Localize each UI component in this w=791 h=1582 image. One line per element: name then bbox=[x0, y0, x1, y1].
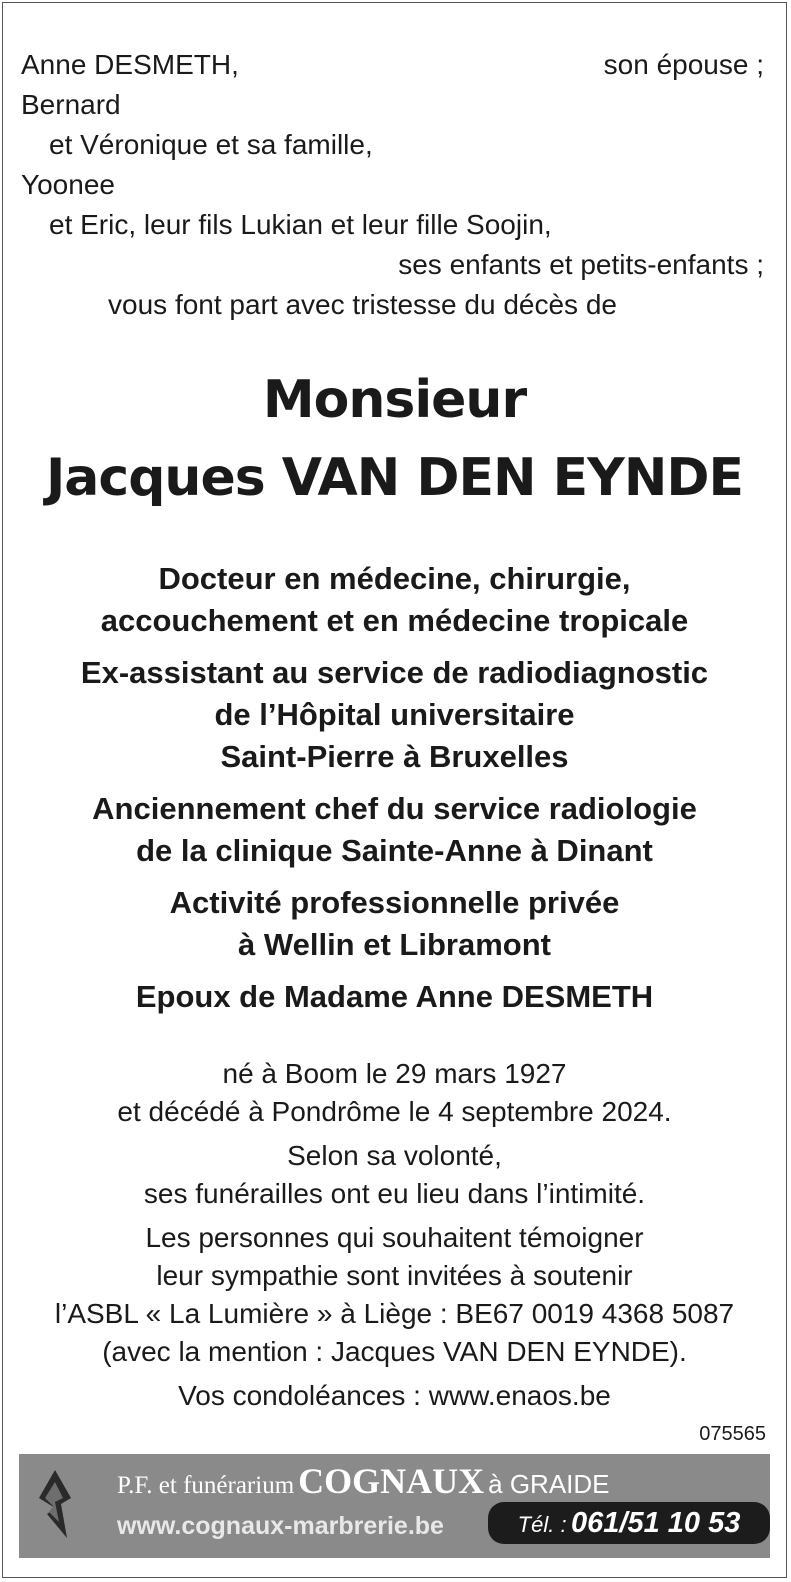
child2-detail: et Eric, leur fils Lukian et leur fille Soojin, bbox=[49, 209, 552, 240]
title-line: de la clinique Sainte-Anne à Dinant bbox=[136, 833, 653, 868]
detail-line: né à Boom le 29 mars 1927 bbox=[222, 1058, 567, 1089]
children-role: ses enfants et petits-enfants ; bbox=[398, 249, 764, 280]
title-group-spouse bbox=[3, 976, 786, 1018]
child1-detail: et Véronique et sa famille, bbox=[49, 129, 373, 160]
title-group-medicine bbox=[3, 558, 786, 642]
detail-line: leur sympathie sont invitées à soutenir bbox=[156, 1260, 633, 1291]
condolences-line: Vos condoléances : www.enaos.be bbox=[178, 1380, 611, 1411]
funeral-home-name bbox=[117, 1460, 610, 1502]
phone-number: 061/51 10 53 bbox=[571, 1507, 741, 1539]
family-announcement bbox=[21, 45, 764, 325]
notice-details bbox=[3, 1055, 786, 1421]
title-line: Docteur en médecine, chirurgie, bbox=[158, 561, 631, 596]
title-line: accouchement et en médecine tropicale bbox=[100, 603, 689, 638]
funeral-home-location: à GRAIDE bbox=[488, 1469, 610, 1499]
title-group-assistant bbox=[3, 652, 786, 778]
spouse-name: Anne DESMETH, bbox=[21, 49, 239, 80]
phone-label: Tél. : bbox=[517, 1512, 567, 1537]
deceased-name: Jacques VAN DEN EYNDE bbox=[45, 448, 744, 508]
professional-titles bbox=[3, 558, 786, 1028]
child2-name: Yoonee bbox=[21, 169, 115, 200]
detail-line: (avec la mention : Jacques VAN DEN EYNDE). bbox=[102, 1336, 687, 1367]
deceased-honorific: Monsieur bbox=[262, 370, 527, 430]
detail-line: Selon sa volonté, bbox=[287, 1140, 502, 1171]
title-line: Saint-Pierre à Bruxelles bbox=[220, 739, 569, 774]
phone-box bbox=[488, 1502, 770, 1544]
title-line: Anciennement chef du service radiologie bbox=[92, 791, 697, 826]
obituary-notice bbox=[2, 2, 787, 1578]
detail-line: ses funérailles ont eu lieu dans l’intimité. bbox=[143, 1178, 646, 1209]
flame-emblem-icon bbox=[35, 1468, 75, 1540]
funeral-home-website: www.cognaux-marbrerie.be bbox=[117, 1512, 444, 1540]
funeral-home-banner bbox=[19, 1454, 770, 1558]
title-line: de l’Hôpital universitaire bbox=[214, 697, 575, 732]
birth-death-dates bbox=[3, 1055, 786, 1131]
title-group-private-practice bbox=[3, 882, 786, 966]
funeral-home-brand: COGNAUX bbox=[298, 1461, 485, 1501]
condolences-info bbox=[3, 1377, 786, 1415]
spouse-row bbox=[21, 45, 764, 85]
spouse-role: son épouse ; bbox=[603, 49, 764, 80]
funeral-info bbox=[3, 1137, 786, 1213]
title-group-chief bbox=[3, 788, 786, 872]
child1-name: Bernard bbox=[21, 89, 121, 120]
funeral-home-prefix: P.F. et funérarium bbox=[117, 1472, 295, 1499]
detail-line: l’ASBL « La Lumière » à Liège : BE67 0019 4368 5087 bbox=[54, 1298, 735, 1329]
donation-info bbox=[3, 1219, 786, 1371]
detail-line: et décédé à Pondrôme le 4 septembre 2024. bbox=[117, 1096, 672, 1127]
detail-line: Les personnes qui souhaitent témoigner bbox=[145, 1222, 644, 1253]
reference-number: 075565 bbox=[699, 1423, 766, 1445]
title-line: Epoux de Madame Anne DESMETH bbox=[135, 979, 654, 1014]
announcement-intro: vous font part avec tristesse du décès de bbox=[108, 289, 617, 320]
title-line: à Wellin et Libramont bbox=[238, 927, 551, 962]
title-line: Activité professionnelle privée bbox=[169, 885, 620, 920]
title-line: Ex-assistant au service de radiodiagnostic bbox=[80, 655, 709, 690]
deceased-name-block bbox=[3, 361, 786, 517]
